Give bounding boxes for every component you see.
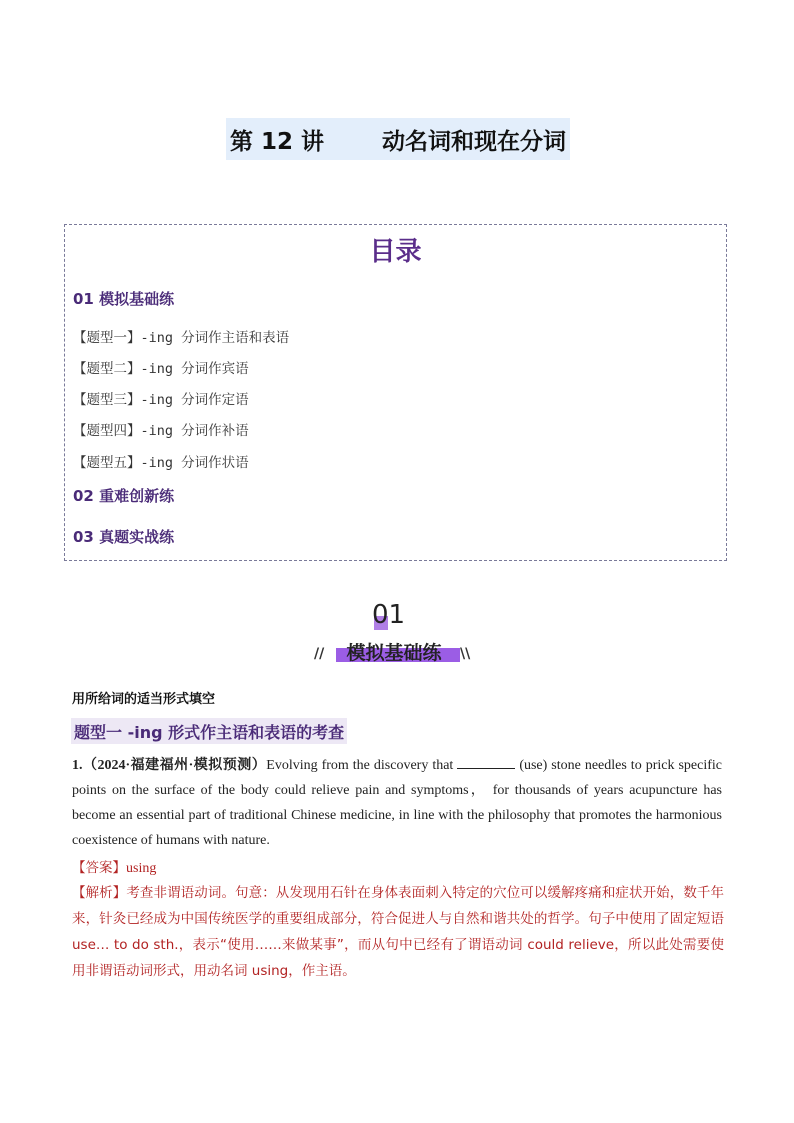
toc-item-type3[interactable]: 【题型三】-ing 分词作定语 xyxy=(73,392,249,408)
analysis-block xyxy=(72,880,724,984)
type-heading: 题型一 -ing 形式作主语和表语的考查 xyxy=(71,718,347,744)
instruction-text: 用所给词的适当形式填空 xyxy=(72,692,216,707)
left-slash-decoration: // xyxy=(314,646,325,662)
toc-heading: 目录 xyxy=(369,237,422,267)
lecture-number: 第 12 讲 xyxy=(230,128,325,155)
answer-label: 【答案】 xyxy=(72,860,126,876)
answer-value: using xyxy=(126,861,157,876)
section-label: 模拟基础练 xyxy=(346,642,442,664)
toc-item-type1[interactable]: 【题型一】-ing 分词作主语和表语 xyxy=(73,330,290,346)
question-source: （2024·福建福州·模拟预测） xyxy=(82,758,267,773)
answer-blank[interactable] xyxy=(457,754,515,769)
section-number: 01 xyxy=(372,600,406,630)
question-number: 1. xyxy=(72,758,83,773)
toc-item-type4[interactable]: 【题型四】-ing 分词作补语 xyxy=(73,423,249,439)
section-header xyxy=(310,598,478,668)
right-slash-decoration: \\ xyxy=(460,646,471,662)
answer-line xyxy=(72,856,156,877)
toc-section-02[interactable]: 02 重难创新练 xyxy=(73,487,175,505)
page-title xyxy=(226,118,570,160)
question-text-before: Evolving from the discovery that xyxy=(266,758,454,773)
question-text-after: (use) stone needles to prick specific points on the surface of the body could relieve pain and symptoms， for thousands of years acupuncture has become an essential part of traditional Chinese medicine, in line with the philosophy that promotes the harmonious coexistence of humans with nature. xyxy=(72,758,722,848)
toc-section-03[interactable]: 03 真题实战练 xyxy=(73,528,175,546)
toc-item-type5[interactable]: 【题型五】-ing 分词作状语 xyxy=(73,455,249,471)
analysis-text: 考查非谓语动词。句意：从发现用石针在身体表面刺入特定的穴位可以缓解疼痛和症状开始，数千年来，针灸已经成为中国传统医学的重要组成部分，符合促进人与自然和谐共处的哲学。句子中使用了固定短语 use… to do sth.，表示“使用……来做某事”，而从句中已经有了谓语动词 could relieve，所以此处需要使用非谓语动词形式，用动名词 using，作主语。 xyxy=(72,885,725,979)
lecture-topic: 动名词和现在分词 xyxy=(382,128,567,155)
table-of-contents xyxy=(64,224,727,561)
toc-item-type2[interactable]: 【题型二】-ing 分词作宾语 xyxy=(73,361,249,377)
question-1 xyxy=(72,753,722,853)
toc-section-01[interactable]: 01 模拟基础练 xyxy=(73,290,175,308)
analysis-label: 【解析】 xyxy=(72,885,127,901)
